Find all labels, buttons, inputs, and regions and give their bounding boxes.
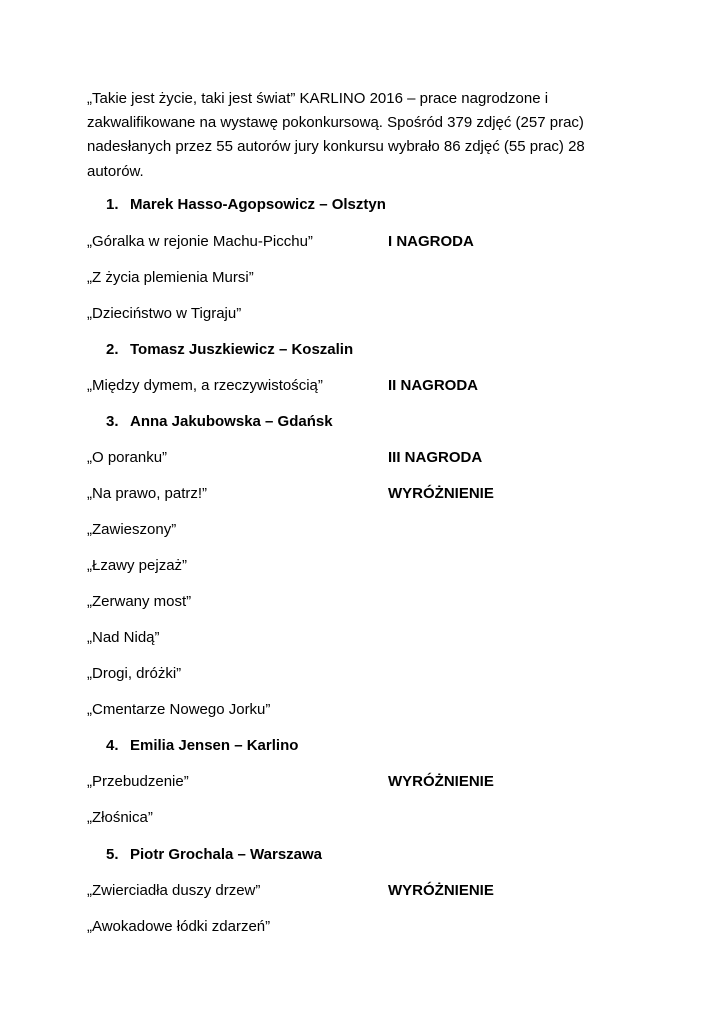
award-label: I NAGRODA — [388, 233, 474, 250]
author-number: 2. — [106, 341, 119, 358]
author-number: 3. — [106, 413, 119, 430]
author-number: 4. — [106, 737, 119, 754]
award-label: WYRÓŻNIENIE — [388, 882, 494, 899]
work-title: „Góralka w rejonie Machu-Picchu” — [87, 233, 313, 250]
work-title: „Między dymem, a rzeczywistością” — [87, 377, 323, 394]
work-title: „Na prawo, patrz!” — [87, 485, 208, 502]
award-label: WYRÓŻNIENIE — [388, 773, 494, 790]
author-name: Piotr Grochala – Warszawa — [130, 846, 323, 863]
work-title: „O poranku” — [87, 449, 168, 466]
work-title: „Zerwany most” — [87, 593, 192, 610]
work-title: „Zawieszony” — [87, 521, 177, 538]
work-title: „Cmentarze Nowego Jorku” — [87, 701, 271, 718]
work-title: „Zwierciadła duszy drzew” — [87, 882, 261, 899]
award-label: WYRÓŻNIENIE — [388, 485, 494, 502]
author-name: Tomasz Juszkiewicz – Koszalin — [130, 341, 354, 358]
author-number: 1. — [106, 196, 119, 213]
author-name: Emilia Jensen – Karlino — [130, 737, 299, 754]
work-title: „Przebudzenie” — [87, 773, 189, 790]
author-number: 5. — [106, 846, 119, 863]
work-title: „Złośnica” — [87, 809, 153, 826]
work-title: „Dzieciństwo w Tigraju” — [87, 305, 242, 322]
award-label: II NAGRODA — [388, 377, 478, 394]
work-title: „Łzawy pejzaż” — [87, 557, 188, 574]
work-title: „Drogi, dróżki” — [87, 665, 182, 682]
author-heading — [106, 736, 298, 756]
author-name: Anna Jakubowska – Gdańsk — [130, 413, 333, 430]
work-title: „Nad Nidą” — [87, 629, 160, 646]
author-heading — [106, 340, 353, 360]
author-heading — [106, 412, 333, 432]
work-title: „Z życia plemienia Mursi” — [87, 269, 254, 286]
author-heading — [106, 845, 322, 865]
work-title: „Awokadowe łódki zdarzeń” — [87, 918, 271, 935]
author-name: Marek Hasso-Agopsowicz – Olsztyn — [130, 196, 386, 213]
author-heading — [106, 195, 386, 215]
award-label: III NAGRODA — [388, 449, 483, 466]
intro-paragraph: „Takie jest życie, taki jest świat” KARLINO 2016 – prace nagrodzone i zakwalifikowane na wystawę pokonkursową. Spośród 379 zdjęć (257 prac) nadesłanych przez 55 autorów jury konkursu wybrało 86 zdjęć (55 prac) 28 autorów. — [87, 90, 585, 180]
